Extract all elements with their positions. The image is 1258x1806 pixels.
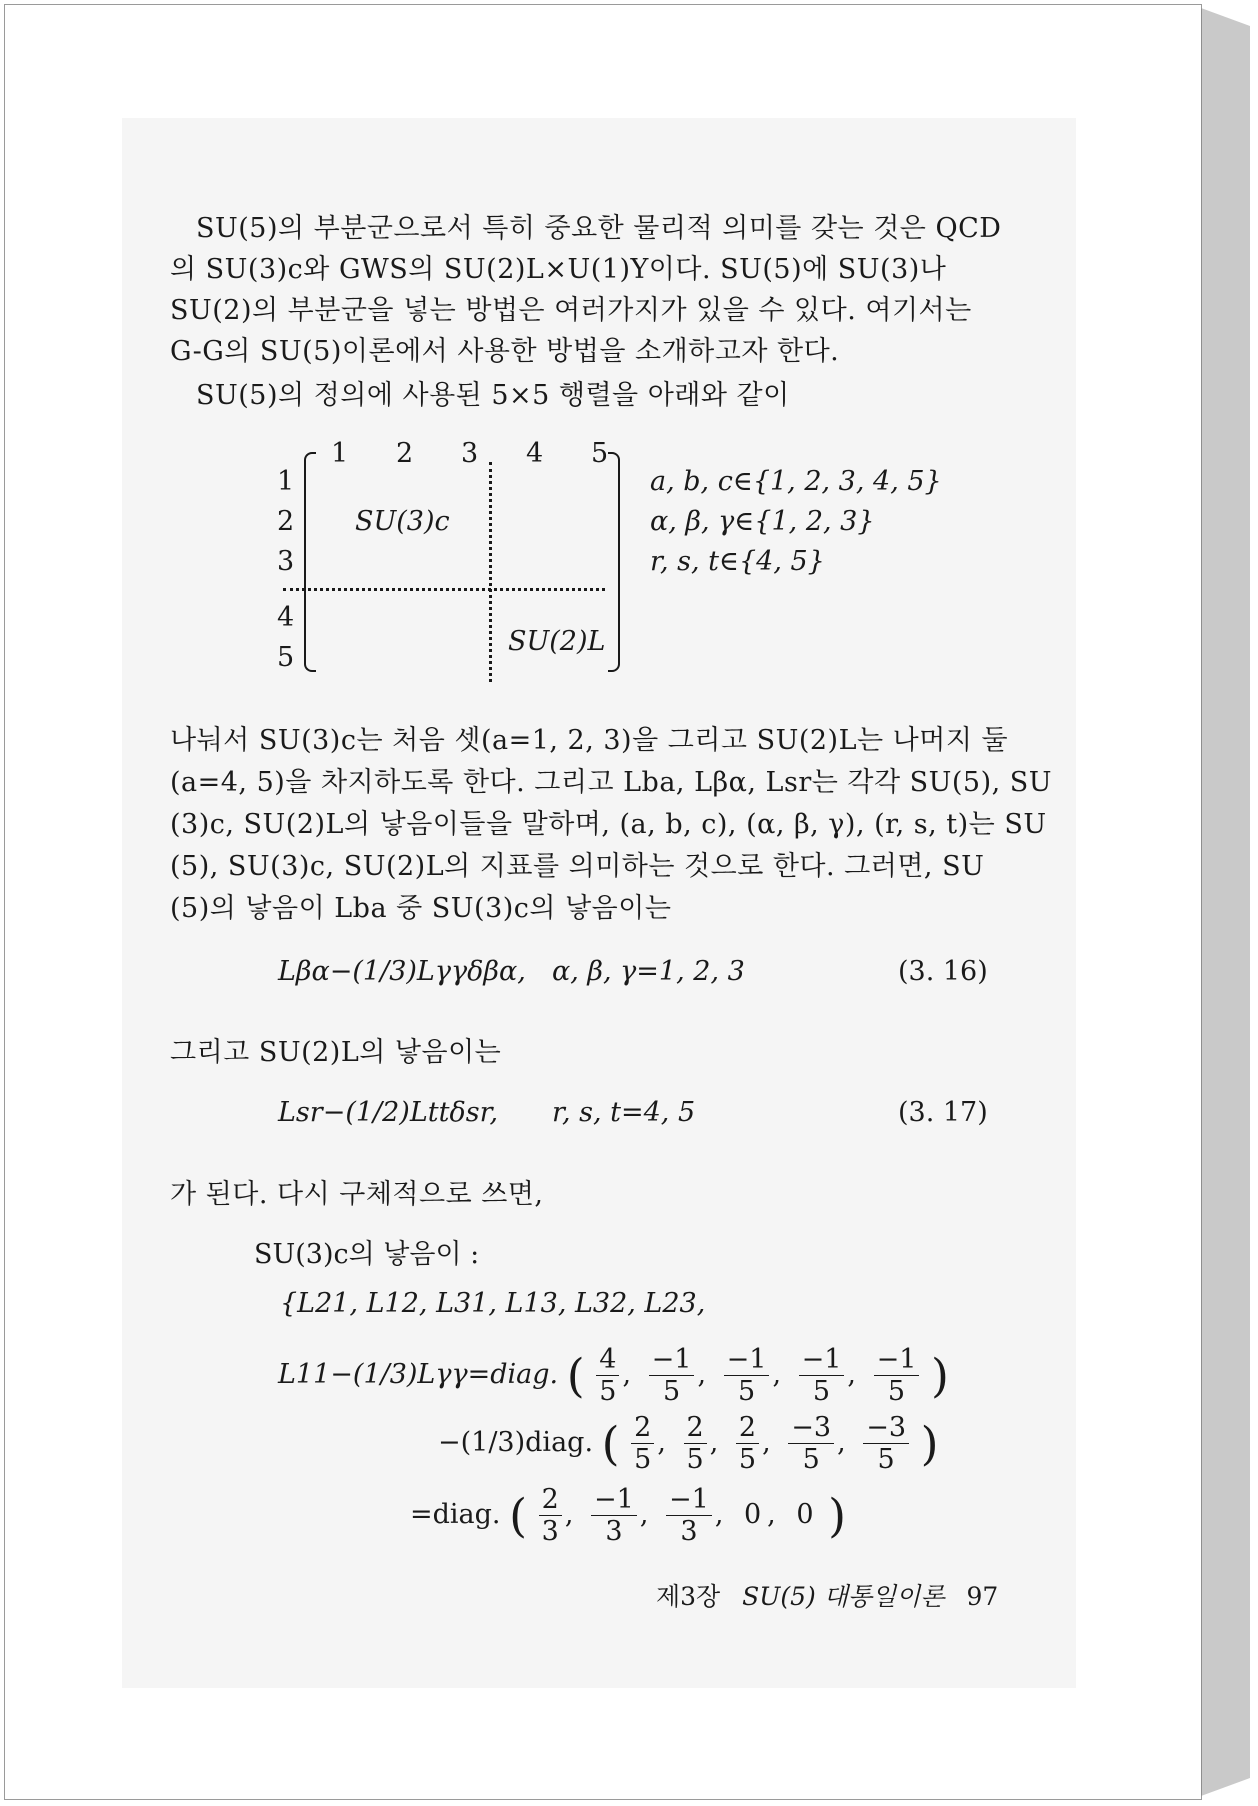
- then-line: 가 된다. 다시 구체적으로 쓰면,: [170, 1179, 544, 1210]
- eq317-condition: r, s, t=4, 5: [552, 1097, 696, 1128]
- index-set-abc: a, b, c∈{1, 2, 3, 4, 5}: [650, 466, 942, 497]
- para1-line1: SU(5)의 부분군으로서 특히 중요한 물리적 의미를 갖는 것은 QCD: [196, 213, 1002, 244]
- para1-line3: SU(2)의 부분군을 넣는 방법은 여러가지가 있을 수 있다. 여기서는: [170, 295, 972, 326]
- right-bracket: [608, 452, 620, 672]
- fraction-value: $\frac{2}{5}$: [684, 1414, 707, 1473]
- scalar-value: 0: [796, 1499, 814, 1530]
- page-number: 97: [966, 1582, 999, 1611]
- para1-line4: G-G의 SU(5)이론에서 사용한 방법을 소개하고자 한다.: [170, 336, 840, 367]
- index-set-greek: α, β, γ∈{1, 2, 3}: [650, 506, 875, 537]
- fraction-value: $\frac{-1}{5}$: [799, 1346, 845, 1405]
- col-label: 1: [331, 438, 349, 469]
- fraction-value: $\frac{2}{5}$: [631, 1414, 654, 1473]
- para2-line2: (a=4, 5)을 차지하도록 한다. 그리고 Lba, Lβα, Lsr는 각각 SU(5), SU: [170, 767, 1053, 798]
- fraction-value: $\frac{-1}{5}$: [874, 1346, 920, 1405]
- diag-line1-lhs: L11−(1/3)Lγγ=diag.: [278, 1359, 559, 1390]
- fraction-value: $\frac{4}{5}$: [596, 1346, 619, 1405]
- fraction-value: $\frac{-3}{5}$: [863, 1414, 909, 1473]
- col-label: 4: [526, 438, 544, 469]
- footer-title: SU(5) 대통일이론: [742, 1582, 945, 1611]
- diag-line3-lhs: =diag.: [410, 1499, 501, 1530]
- row-label: 3: [277, 546, 295, 577]
- row-label: 2: [277, 506, 295, 537]
- row-label: 1: [277, 466, 295, 497]
- para2-line4: (5), SU(3)c, SU(2)L의 지표를 의미하는 것으로 한다. 그러면, SU: [170, 851, 985, 882]
- col-label: 2: [396, 438, 414, 469]
- fraction-value: $\frac{2}{3}$: [539, 1486, 562, 1545]
- diag-line3: =diag. ( $\frac{2}{3}$ , $\frac{-1}{3}$ , $\frac{-1}{3}$ , 0 , 0 ): [410, 1484, 847, 1547]
- fraction-value: $\frac{2}{5}$: [736, 1414, 759, 1473]
- col-label: 3: [461, 438, 479, 469]
- diag-line1: L11−(1/3)Lγγ=diag. ( $\frac{4}{5}$ , $\frac{-1}{5}$ , $\frac{-1}{5}$ , $\frac{-1}{5}$ , $\frac{-1}{5}$ ): [278, 1344, 949, 1407]
- fraction-value: $\frac{-1}{5}$: [724, 1346, 770, 1405]
- diag-line3-vals: $\frac{2}{3}$ , $\frac{-1}{3}$ , $\frac{-1}{3}$ , 0 , 0: [536, 1499, 820, 1530]
- diag-line2-lhs: −(1/3)diag.: [438, 1427, 594, 1458]
- index-set-rst: r, s, t∈{4, 5}: [650, 546, 825, 577]
- fraction-value: $\frac{-1}{3}$: [591, 1486, 637, 1545]
- para2-line5: (5)의 낳음이 Lba 중 SU(3)c의 낳음이는: [170, 893, 672, 924]
- fraction-value: $\frac{-1}{3}$: [666, 1486, 712, 1545]
- row-label: 5: [277, 642, 295, 673]
- scalar-value: 0: [743, 1499, 762, 1530]
- para2-line1: 나눠서 SU(3)c는 처음 셋(a=1, 2, 3)을 그리고 SU(2)L는 나머지 둘: [170, 725, 1009, 756]
- block-su2: SU(2)L: [508, 626, 606, 657]
- eq316-condition: α, β, γ=1, 2, 3: [552, 956, 745, 987]
- eq316-number: (3. 16): [898, 956, 988, 987]
- para1-line2: 의 SU(3)c와 GWS의 SU(2)L×U(1)Y이다. SU(5)에 SU(3)나: [170, 254, 947, 285]
- para2-line3: (3)c, SU(2)L의 낳음이들을 말하며, (a, b, c), (α, β, γ), (r, s, t)는 SU: [170, 809, 1047, 840]
- vertical-divider: [489, 462, 492, 682]
- horizontal-divider: [283, 588, 605, 591]
- book-spine: [1201, 8, 1250, 1796]
- generator-set: {L21, L12, L31, L13, L32, L23,: [280, 1288, 706, 1319]
- para1-line5: SU(5)의 정의에 사용된 5×5 행렬을 아래와 같이: [196, 380, 790, 411]
- eq317-number: (3. 17): [898, 1097, 988, 1128]
- col-label: 5: [591, 438, 609, 469]
- diag-line2-vals: $\frac{2}{5}$ , $\frac{2}{5}$ , $\frac{2}{5}$ , $\frac{-3}{5}$ , $\frac{-3}{5}$: [628, 1427, 912, 1458]
- fraction-value: $\frac{-3}{5}$: [788, 1414, 834, 1473]
- diag-line1-vals: $\frac{4}{5}$ , $\frac{-1}{5}$ , $\frac{-1}{5}$ , $\frac{-1}{5}$ , $\frac{-1}{5}$: [593, 1359, 922, 1390]
- footer-chapter: 제3장: [656, 1582, 721, 1611]
- page-footer: [656, 1577, 998, 1613]
- row-label: 4: [277, 602, 295, 633]
- block-su3: SU(3)c: [355, 506, 450, 537]
- left-bracket: [304, 452, 316, 672]
- fraction-value: $\frac{-1}{5}$: [649, 1346, 695, 1405]
- eq316-lhs: Lβα−(1/3)Lγγδβα,: [278, 956, 526, 987]
- eq317-lhs: Lsr−(1/2)Lttδsr,: [278, 1097, 499, 1128]
- su2-intro-line: 그리고 SU(2)L의 낳음이는: [170, 1037, 502, 1068]
- su3-generators-label: SU(3)c의 낳음이 :: [254, 1239, 480, 1270]
- diag-line2: −(1/3)diag. ( $\frac{2}{5}$ , $\frac{2}{5}$ , $\frac{2}{5}$ , $\frac{-3}{5}$ , $\frac{-3}{5}$ ): [438, 1412, 939, 1475]
